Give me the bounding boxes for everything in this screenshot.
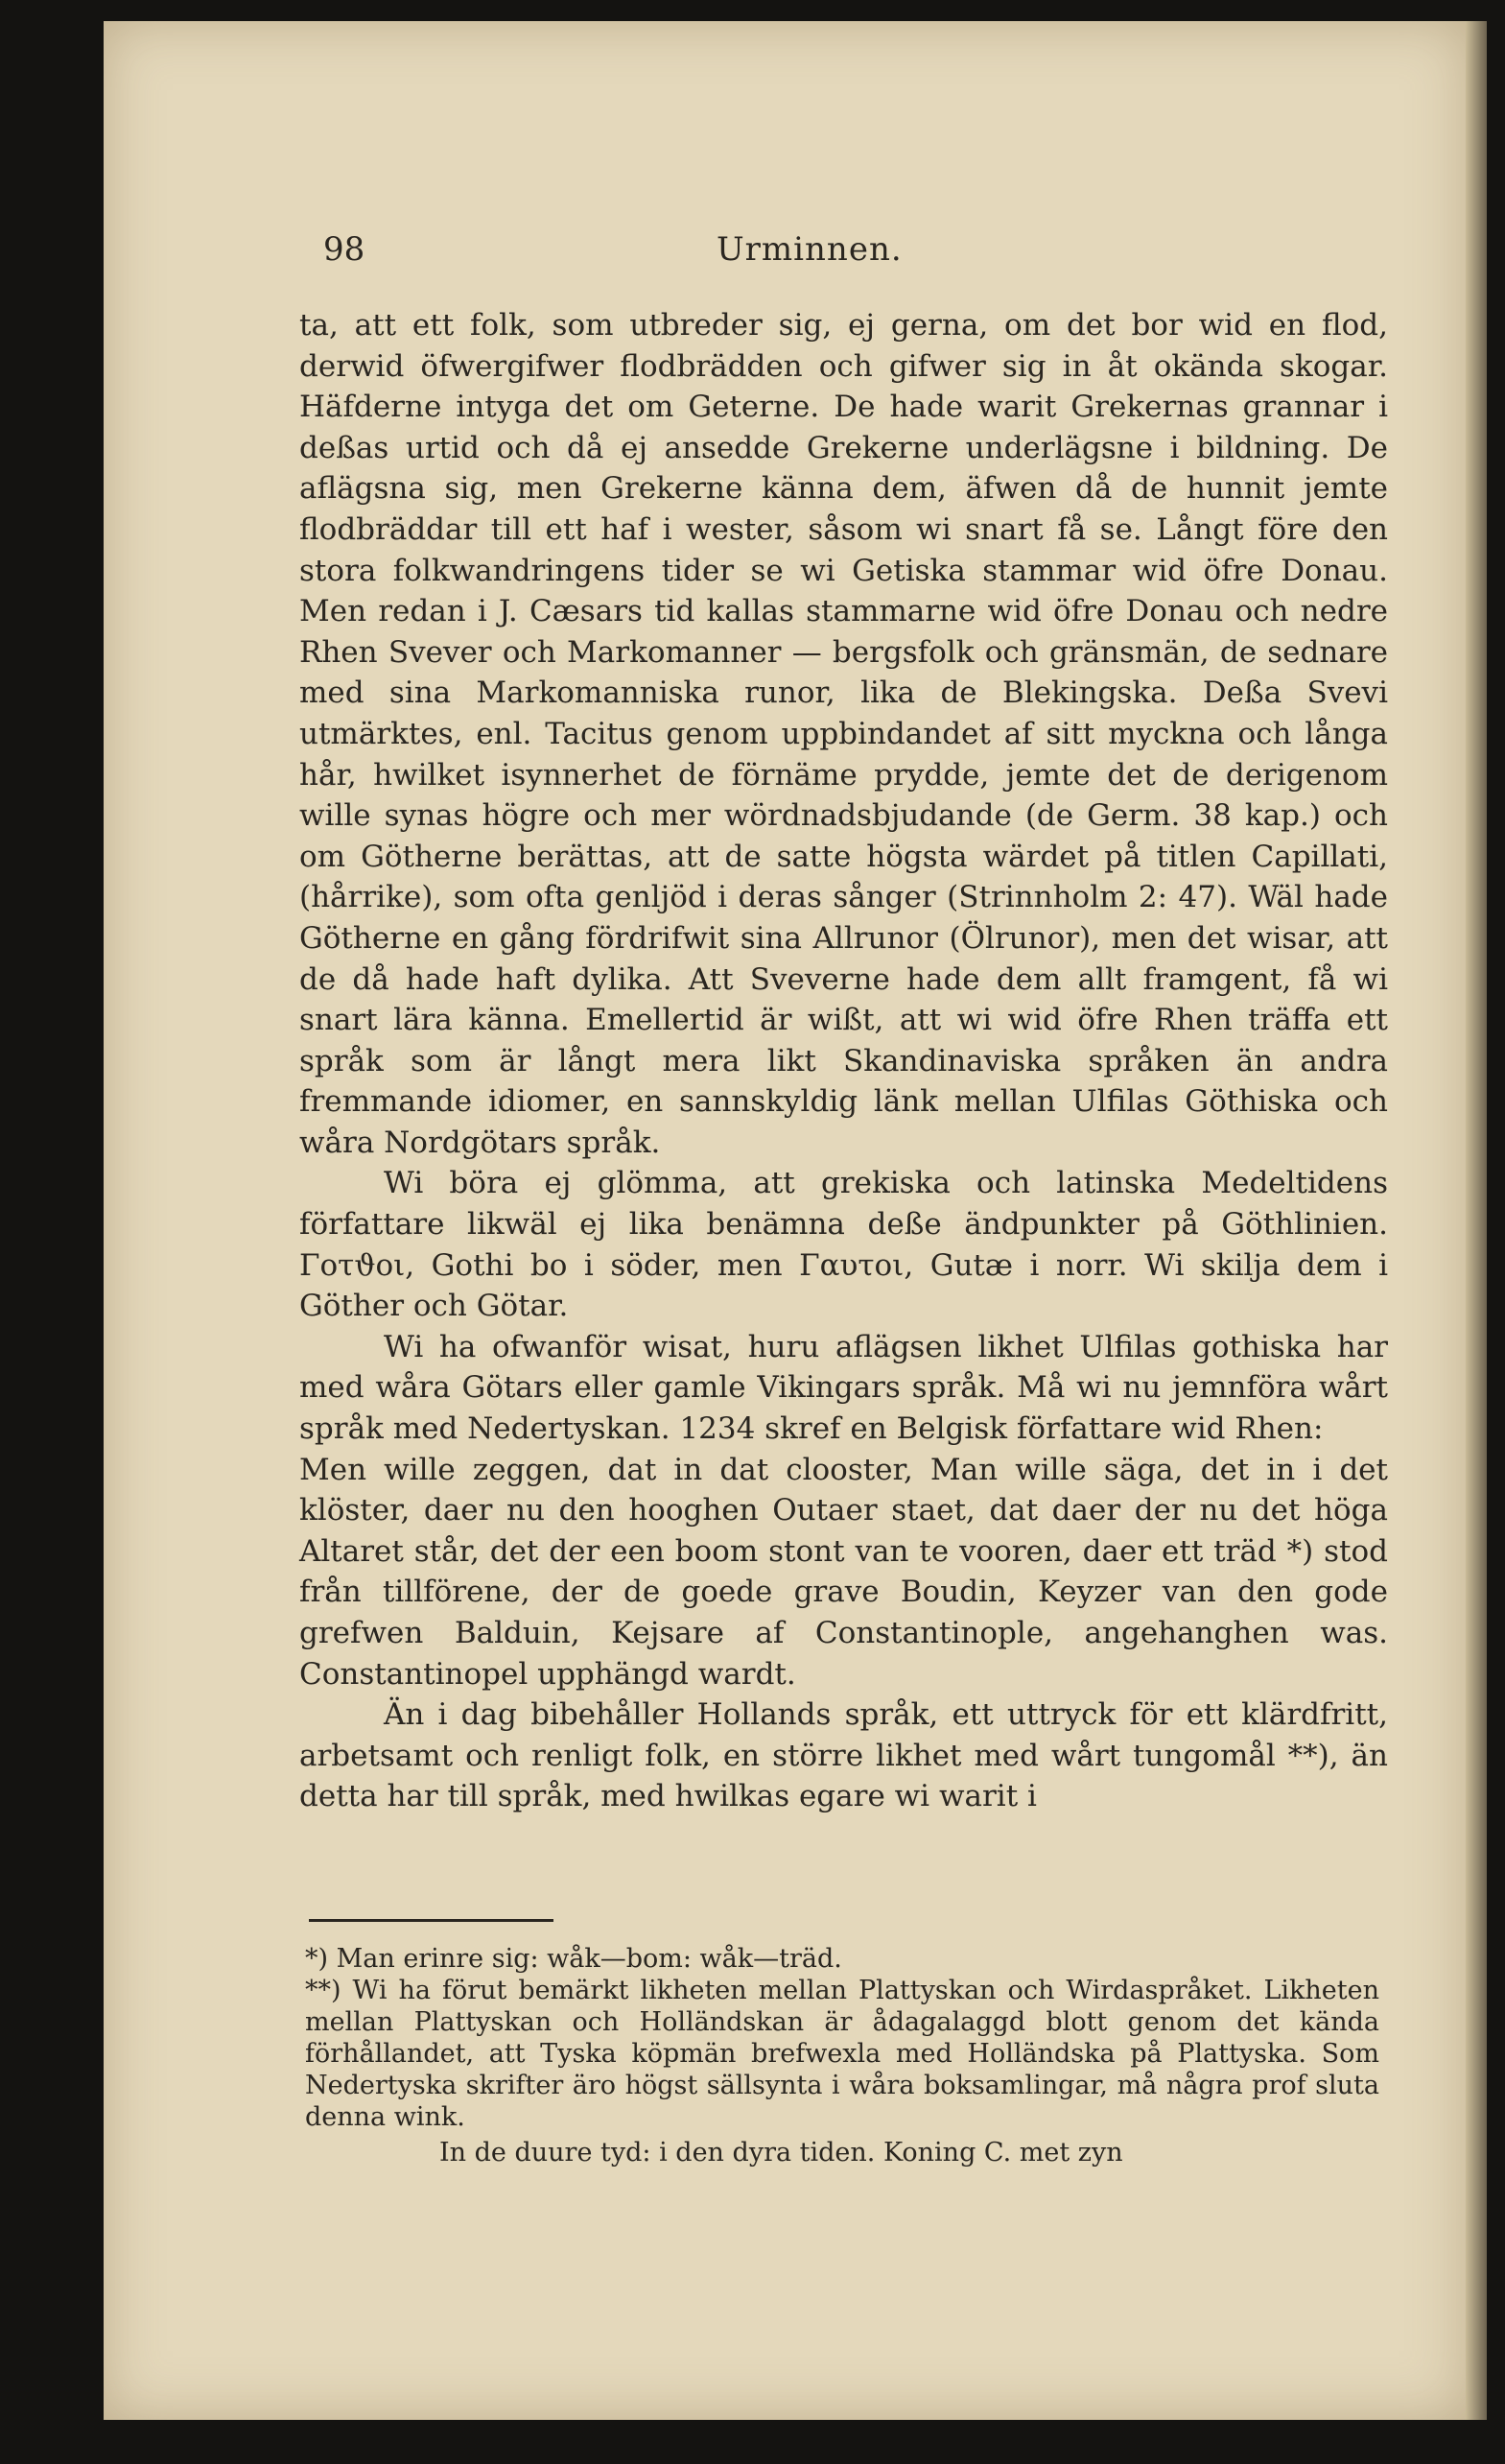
page-number: 98 (323, 230, 365, 269)
paragraph: Än i dag bibehåller Hollands språk, ett uttryck för ett klärdfritt, arbetsamt och renligt folk, en större likhet med wårt tungomål **), än detta har till språk, med hwilkas egare wi warit i (299, 1697, 1388, 1814)
footnote: **) Wi ha förut bemärkt likheten mellan Plattyskan och Wirdaspråket. Likheten mellan Plattyskan och Holländskan är ådagalaggd blott genom det kända förhållandet, att Tyska köpmän brefwexla med Holländska på Plattyska. Som Nedertyska skrifter äro högst sällsynta i wåra boksamlingar, må några prof sluta denna wink. (305, 1976, 1379, 2132)
footnote-continuation: In de duure tyd: i den dyra tiden. Koning C. met zyn (439, 2138, 1123, 2168)
paragraph: ta, att ett folk, som utbreder sig, ej gerna, om det bor wid en flod, derwid öfwergifwer flodbrädden och gifwer sig in åt okända skogar. Häfderne intyga det om Geterne. De hade warit Grekernas grannar i deßas urtid och då ej ansedde Grekerne underlägsne i bildning. De aflägsna sig, men Grekerne känna dem, äfwen då de hunnit jemte flodbräddar till ett haf i wester, såsom wi snart få se. Långt före den stora folkwandringens tider se wi Getiska stammar wid öfre Donau. Men redan i J. Cæsars tid kallas stammarne wid öfre Donau och nedre Rhen Svever och Markomanner — bergsfolk och gränsmän, de sednare med sina Markomanniska runor, lika de Blekingska. Deßa Svevi utmärktes, enl. Tacitus genom uppbindandet af sitt myckna och långa hår, hwilket isynnerhet de förnäme prydde, jemte det de derigenom wille synas högre och mer wördnadsbjudande (de Germ. 38 kap.) och om Götherne berättas, att de satte högsta wärdet på titlen Capillati, (hårrike), som ofta genljöd i deras sånger (Strinnholm 2: 47). Wäl hade Götherne en gång fördrifwit sina Allrunor (Ölrunor), men det wisar, att de då hade haft dylika. Att Sveverne hade dem allt framgent, få wi snart lära känna. Emellertid är wißt, att wi wid öfre Rhen träffa ett språk som är långt mera likt Skandinaviska språken än andra fremmande idiomer, en sannskyldig länk mellan Ulfilas Göthiska och wåra Nordgötars språk. (299, 308, 1388, 1160)
footnote: *) Man erinre sig: wåk—bom: wåk—träd. (305, 1944, 842, 1974)
body-text (299, 305, 1388, 1817)
page-header (323, 230, 1282, 278)
running-title: Urminnen. (717, 230, 903, 269)
footnotes (305, 1943, 1379, 2168)
page-edge (1466, 21, 1487, 2420)
paragraph: Wi ha ofwanför wisat, huru aflägsen likhet Ulfilas gothiska har med wåra Götars eller gamle Vikingars språk. Må wi nu jemnföra wårt språk med Nedertyskan. 1234 skref en Belgisk författare wid Rhen: (299, 1329, 1388, 1447)
footnote-rule (309, 1919, 553, 1922)
paragraph: Wi böra ej glömma, att grekiska och latinska Medeltidens författare likwäl ej lika benämna deße ändpunkter på Göthlinien. Γοτϑοι, Gothi bo i söder, men Γαυτοι, Gutæ i norr. Wi skilja dem i Göther och Götar. (299, 1166, 1388, 1324)
quotation-paragraph: Men wille zeggen, dat in dat clooster, Man wille säga, det in i det klöster, daer nu den hooghen Outaer staet, dat daer der nu det höga Altaret står, det der een boom stont van te vooren, daer ett träd *) stod från tillförene, der de goede grave Boudin, Keyzer van den gode grefwen Balduin, Kejsare af Constantinople, angehanghen was. Constantinopel upphängd wardt. (299, 1452, 1388, 1692)
